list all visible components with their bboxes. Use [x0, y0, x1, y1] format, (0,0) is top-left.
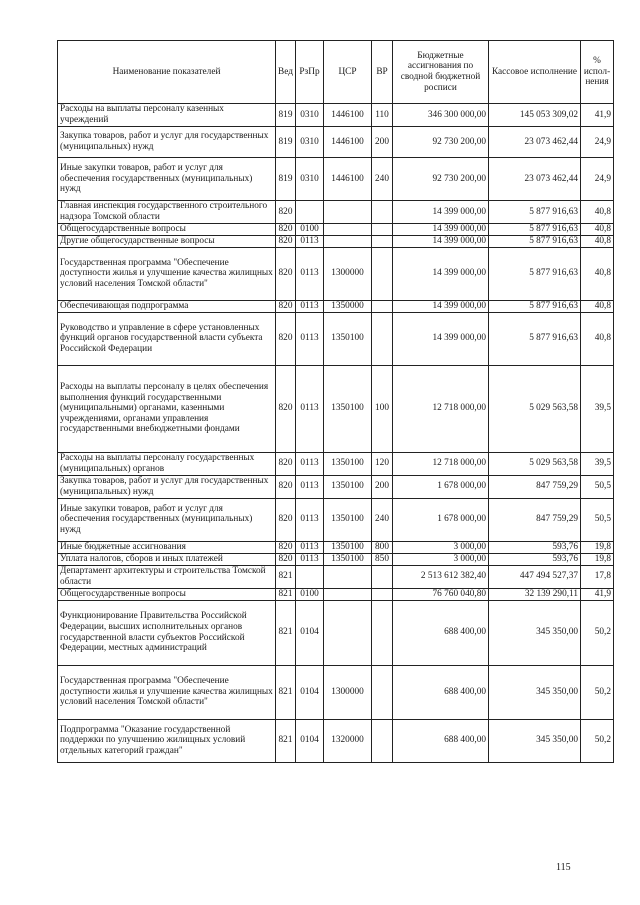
- cell-csr: 1300000: [324, 247, 372, 300]
- cell-pct: 40,8: [581, 247, 614, 300]
- cell-rzpr: 0104: [296, 719, 324, 762]
- cell-rzpr: 0100: [296, 224, 324, 236]
- cell-name: Главная инспекция государственного строительного надзора Томской области: [58, 201, 276, 224]
- header-ved: Вед: [276, 41, 296, 104]
- table-row: [58, 300, 614, 312]
- cell-pct: 19,8: [581, 553, 614, 565]
- cell-budget: 14 399 000,00: [393, 300, 489, 312]
- cell-csr: [324, 565, 372, 588]
- cell-budget: 12 718 000,00: [393, 452, 489, 475]
- table-row: [58, 235, 614, 247]
- cell-name: Уплата налогов, сборов и иных платежей: [58, 553, 276, 565]
- cell-csr: 1350100: [324, 312, 372, 365]
- cell-csr: [324, 600, 372, 665]
- table-row: [58, 553, 614, 565]
- header-budget: Бюджетные ассигнования по сводной бюджетной росписи: [393, 41, 489, 104]
- cell-budget: 76 760 040,80: [393, 588, 489, 600]
- cell-cash: 593,76: [489, 541, 581, 553]
- cell-name: Расходы на выплаты персоналу государственных (муниципальных) органов: [58, 452, 276, 475]
- table-row: [58, 565, 614, 588]
- cell-cash: 23 073 462,44: [489, 127, 581, 158]
- cell-budget: 688 400,00: [393, 719, 489, 762]
- cell-name: Расходы на выплаты персоналу казенных учреждений: [58, 104, 276, 127]
- cell-vr: 240: [372, 158, 393, 201]
- cell-name: Руководство и управление в сфере установленных функций органов государственной власти субъекта Российской Федерации: [58, 312, 276, 365]
- cell-pct: 40,8: [581, 224, 614, 236]
- cell-rzpr: [296, 201, 324, 224]
- cell-pct: 24,9: [581, 158, 614, 201]
- cell-name: Подпрограмма "Оказание государственной поддержки по улучшению жилищных условий отдельных категорий граждан": [58, 719, 276, 762]
- cell-budget: 12 718 000,00: [393, 365, 489, 452]
- cell-rzpr: 0104: [296, 600, 324, 665]
- cell-rzpr: 0113: [296, 475, 324, 498]
- cell-rzpr: 0113: [296, 498, 324, 541]
- cell-vr: 120: [372, 452, 393, 475]
- cell-cash: 345 350,00: [489, 665, 581, 719]
- cell-csr: 1446100: [324, 158, 372, 201]
- header-vr: ВР: [372, 41, 393, 104]
- header-rzpr: РзПр: [296, 41, 324, 104]
- table-row: [58, 475, 614, 498]
- cell-rzpr: 0113: [296, 300, 324, 312]
- cell-csr: 1300000: [324, 665, 372, 719]
- page-number: 115: [556, 862, 571, 873]
- cell-csr: [324, 235, 372, 247]
- cell-vr: [372, 300, 393, 312]
- cell-ved: 821: [276, 719, 296, 762]
- cell-name: Иные закупки товаров, работ и услуг для обеспечения государственных (муниципальных) нужд: [58, 158, 276, 201]
- cell-name: Закупка товаров, работ и услуг для государственных (муниципальных) нужд: [58, 475, 276, 498]
- cell-pct: 50,2: [581, 665, 614, 719]
- table-row: [58, 201, 614, 224]
- cell-cash: 847 759,29: [489, 498, 581, 541]
- cell-csr: [324, 588, 372, 600]
- cell-ved: 821: [276, 588, 296, 600]
- cell-ved: 820: [276, 452, 296, 475]
- cell-csr: 1350100: [324, 365, 372, 452]
- cell-cash: 5 029 563,58: [489, 452, 581, 475]
- cell-rzpr: 0104: [296, 665, 324, 719]
- cell-ved: 820: [276, 498, 296, 541]
- table-header-row: [58, 41, 614, 104]
- cell-pct: 50,5: [581, 498, 614, 541]
- header-csr: ЦСР: [324, 41, 372, 104]
- cell-vr: 110: [372, 104, 393, 127]
- cell-ved: 820: [276, 300, 296, 312]
- cell-rzpr: 0310: [296, 158, 324, 201]
- cell-ved: 820: [276, 247, 296, 300]
- table-row: [58, 665, 614, 719]
- cell-cash: 5 877 916,63: [489, 247, 581, 300]
- cell-cash: 5 877 916,63: [489, 235, 581, 247]
- cell-ved: 821: [276, 665, 296, 719]
- cell-pct: 39,5: [581, 365, 614, 452]
- cell-vr: 200: [372, 475, 393, 498]
- cell-rzpr: 0113: [296, 247, 324, 300]
- cell-cash: 5 877 916,63: [489, 201, 581, 224]
- cell-csr: [324, 224, 372, 236]
- cell-vr: [372, 719, 393, 762]
- cell-cash: 5 877 916,63: [489, 300, 581, 312]
- cell-rzpr: 0100: [296, 588, 324, 600]
- cell-csr: 1350100: [324, 541, 372, 553]
- cell-name: Государственная программа "Обеспечение доступности жилья и улучшение качества жилищных условий населения Томской области": [58, 665, 276, 719]
- cell-pct: 41,9: [581, 104, 614, 127]
- cell-vr: 240: [372, 498, 393, 541]
- cell-ved: 821: [276, 600, 296, 665]
- table-row: [58, 158, 614, 201]
- cell-budget: 14 399 000,00: [393, 224, 489, 236]
- table-row: [58, 498, 614, 541]
- cell-ved: 820: [276, 541, 296, 553]
- cell-ved: 820: [276, 235, 296, 247]
- cell-cash: 23 073 462,44: [489, 158, 581, 201]
- cell-rzpr: 0113: [296, 541, 324, 553]
- cell-cash: 345 350,00: [489, 719, 581, 762]
- cell-name: Государственная программа "Обеспечение доступности жилья и улучшение качества жилищных условий населения Томской области": [58, 247, 276, 300]
- cell-vr: 100: [372, 365, 393, 452]
- cell-ved: 820: [276, 312, 296, 365]
- cell-vr: [372, 224, 393, 236]
- cell-pct: 40,8: [581, 201, 614, 224]
- cell-pct: 19,8: [581, 541, 614, 553]
- cell-csr: [324, 201, 372, 224]
- cell-vr: [372, 665, 393, 719]
- table-row: [58, 312, 614, 365]
- cell-pct: 50,2: [581, 600, 614, 665]
- cell-vr: [372, 312, 393, 365]
- cell-cash: 145 053 309,02: [489, 104, 581, 127]
- cell-ved: 820: [276, 365, 296, 452]
- cell-budget: 92 730 200,00: [393, 127, 489, 158]
- table-row: [58, 541, 614, 553]
- cell-pct: 40,8: [581, 235, 614, 247]
- cell-budget: 14 399 000,00: [393, 235, 489, 247]
- cell-name: Обеспечивающая подпрограмма: [58, 300, 276, 312]
- cell-vr: [372, 600, 393, 665]
- cell-name: Закупка товаров, работ и услуг для государственных (муниципальных) нужд: [58, 127, 276, 158]
- cell-budget: 2 513 612 382,40: [393, 565, 489, 588]
- cell-cash: 32 139 290,11: [489, 588, 581, 600]
- cell-csr: 1350100: [324, 475, 372, 498]
- cell-pct: 17,8: [581, 565, 614, 588]
- table-row: [58, 452, 614, 475]
- cell-vr: [372, 565, 393, 588]
- cell-name: Общегосударственные вопросы: [58, 588, 276, 600]
- cell-vr: [372, 588, 393, 600]
- cell-pct: 41,9: [581, 588, 614, 600]
- cell-budget: 14 399 000,00: [393, 312, 489, 365]
- table-row: [58, 600, 614, 665]
- cell-csr: 1320000: [324, 719, 372, 762]
- cell-ved: 820: [276, 553, 296, 565]
- cell-csr: 1350100: [324, 452, 372, 475]
- cell-budget: 688 400,00: [393, 665, 489, 719]
- header-cash: Кассовое исполнение: [489, 41, 581, 104]
- cell-name: Расходы на выплаты персоналу в целях обеспечения выполнения функций государственными (муниципальными) органами, казенными учреждениями, органами управления государственными внебюджетными фондами: [58, 365, 276, 452]
- cell-vr: 800: [372, 541, 393, 553]
- cell-cash: 5 877 916,63: [489, 224, 581, 236]
- cell-ved: 820: [276, 201, 296, 224]
- cell-csr: 1446100: [324, 104, 372, 127]
- cell-budget: 1 678 000,00: [393, 475, 489, 498]
- budget-table: [57, 40, 614, 763]
- cell-budget: 14 399 000,00: [393, 247, 489, 300]
- table-row: [58, 127, 614, 158]
- cell-rzpr: 0113: [296, 312, 324, 365]
- cell-cash: 5 029 563,58: [489, 365, 581, 452]
- cell-rzpr: 0113: [296, 553, 324, 565]
- cell-cash: 447 494 527,37: [489, 565, 581, 588]
- cell-vr: [372, 235, 393, 247]
- cell-vr: [372, 247, 393, 300]
- cell-budget: 688 400,00: [393, 600, 489, 665]
- cell-cash: 593,76: [489, 553, 581, 565]
- cell-pct: 24,9: [581, 127, 614, 158]
- cell-budget: 92 730 200,00: [393, 158, 489, 201]
- header-pct: % испол-нения: [581, 41, 614, 104]
- table-row: [58, 365, 614, 452]
- cell-vr: 850: [372, 553, 393, 565]
- table-row: [58, 224, 614, 236]
- cell-rzpr: 0310: [296, 104, 324, 127]
- cell-rzpr: [296, 565, 324, 588]
- cell-rzpr: 0310: [296, 127, 324, 158]
- cell-name: Иные закупки товаров, работ и услуг для обеспечения государственных (муниципальных) нужд: [58, 498, 276, 541]
- cell-cash: 345 350,00: [489, 600, 581, 665]
- cell-cash: 5 877 916,63: [489, 312, 581, 365]
- cell-csr: 1446100: [324, 127, 372, 158]
- cell-rzpr: 0113: [296, 235, 324, 247]
- cell-cash: 847 759,29: [489, 475, 581, 498]
- table-body: [58, 104, 614, 763]
- cell-name: Другие общегосударственные вопросы: [58, 235, 276, 247]
- cell-pct: 40,8: [581, 312, 614, 365]
- cell-name: Функционирование Правительства Российской Федерации, высших исполнительных органов государственной власти субъектов Российской Федерации, местных администраций: [58, 600, 276, 665]
- cell-csr: 1350000: [324, 300, 372, 312]
- cell-name: Департамент архитектуры и строительства Томской области: [58, 565, 276, 588]
- cell-budget: 14 399 000,00: [393, 201, 489, 224]
- cell-budget: 3 000,00: [393, 553, 489, 565]
- cell-budget: 3 000,00: [393, 541, 489, 553]
- table-row: [58, 719, 614, 762]
- cell-ved: 819: [276, 104, 296, 127]
- table-row: [58, 247, 614, 300]
- cell-budget: 1 678 000,00: [393, 498, 489, 541]
- cell-ved: 820: [276, 475, 296, 498]
- cell-name: Иные бюджетные ассигнования: [58, 541, 276, 553]
- cell-rzpr: 0113: [296, 365, 324, 452]
- cell-ved: 819: [276, 127, 296, 158]
- cell-pct: 50,2: [581, 719, 614, 762]
- cell-pct: 40,8: [581, 300, 614, 312]
- cell-vr: 200: [372, 127, 393, 158]
- cell-name: Общегосударственные вопросы: [58, 224, 276, 236]
- table-row: [58, 588, 614, 600]
- cell-csr: 1350100: [324, 553, 372, 565]
- cell-csr: 1350100: [324, 498, 372, 541]
- cell-ved: 820: [276, 224, 296, 236]
- cell-pct: 39,5: [581, 452, 614, 475]
- table-row: [58, 104, 614, 127]
- cell-budget: 346 300 000,00: [393, 104, 489, 127]
- cell-rzpr: 0113: [296, 452, 324, 475]
- cell-ved: 819: [276, 158, 296, 201]
- header-name: Наименование показателей: [58, 41, 276, 104]
- cell-pct: 50,5: [581, 475, 614, 498]
- cell-ved: 821: [276, 565, 296, 588]
- cell-vr: [372, 201, 393, 224]
